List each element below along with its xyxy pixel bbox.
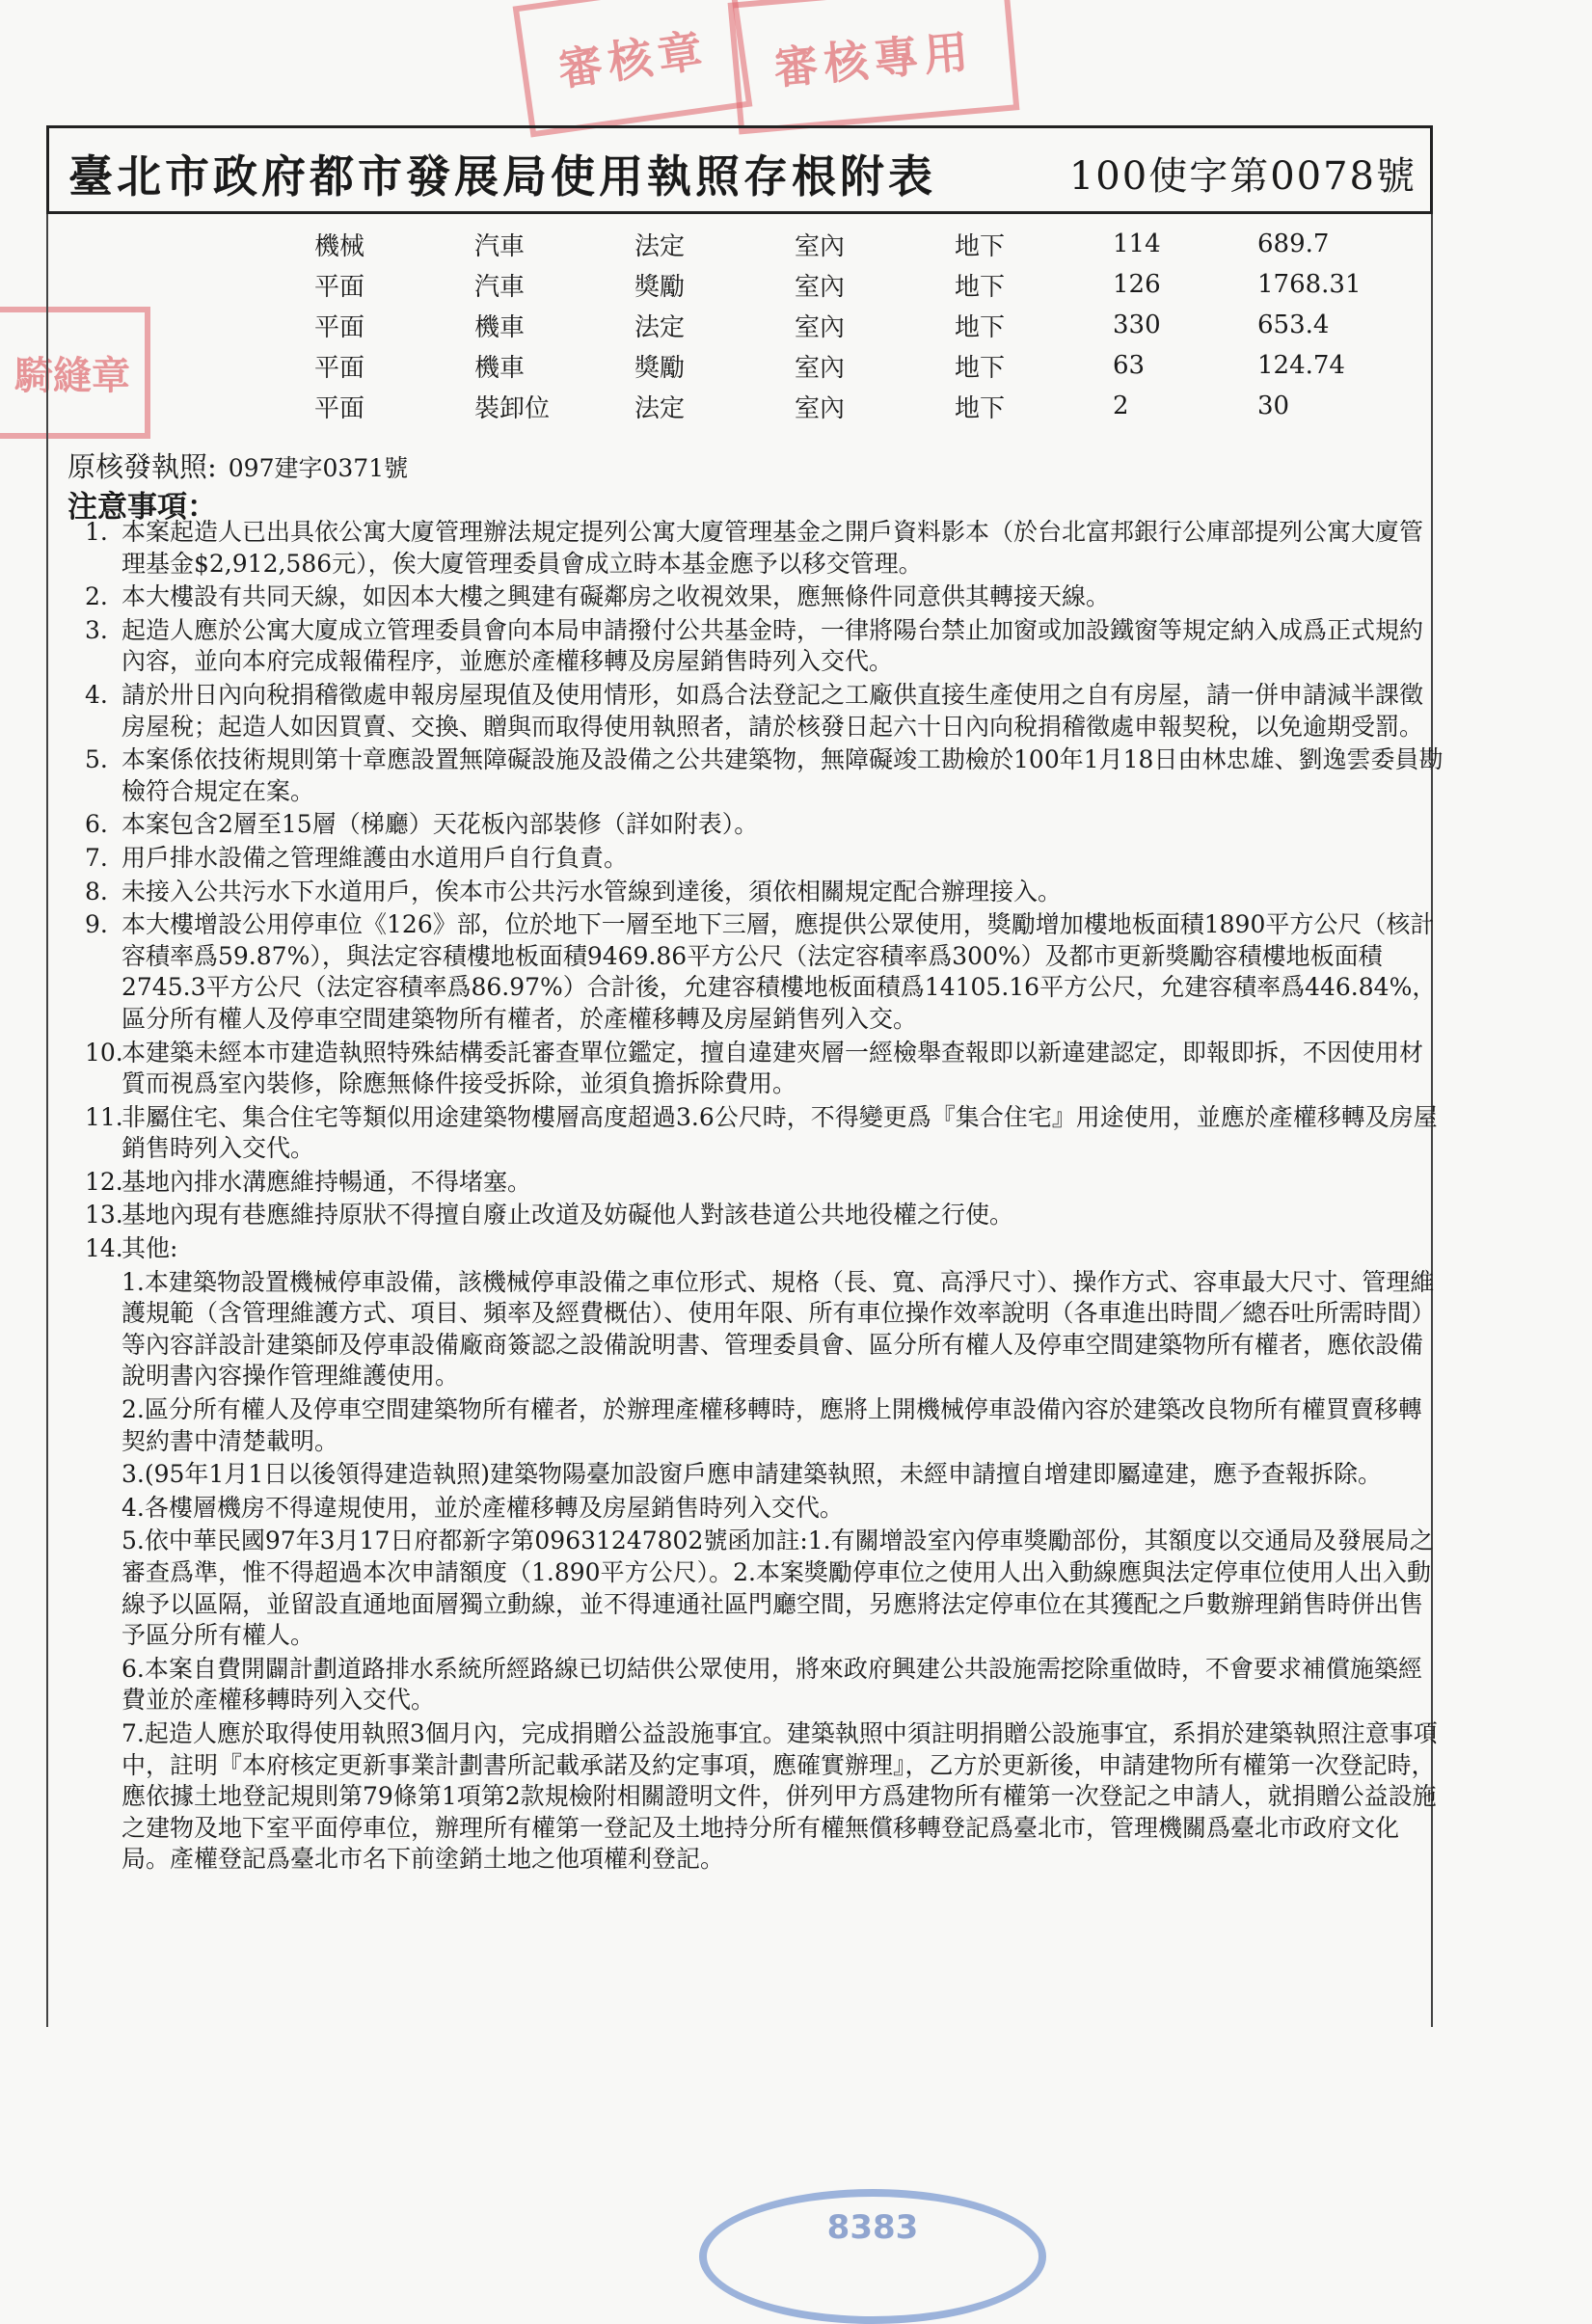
red-seal-stamp-top-left: 審核章	[513, 0, 753, 137]
original-permit-line	[67, 446, 408, 485]
note-text: 本大樓增設公用停車位《126》部，位於地下一層至地下三層，應提供公眾使用，獎勵增加樓地板面積1890平方公尺（核計容積率爲59.87%），與法定容積樓地板面積9469.86平方公尺（法定容積率爲300%）及都市更新獎勵容積樓地板面積2745.3平方公尺（法定容積率爲86.97%）合計後，允建容積樓地板面積爲14105.16平方公尺，允建容積率爲446.84%，區分所有權人及停車空間建築物所有權者，於產權移轉及房屋銷售列入交。	[121, 910, 1437, 1033]
parking-cell: 獎勵	[634, 272, 686, 302]
note-item	[85, 843, 1444, 875]
notes-list	[85, 517, 1444, 1878]
red-seal-stamp-top-right: 審核專用	[728, 0, 1020, 134]
note-number: 4.	[85, 680, 108, 709]
parking-cell: 機械	[314, 231, 365, 261]
parking-cell: 2	[1113, 392, 1129, 420]
note-item	[85, 581, 1444, 613]
parking-cell: 機車	[474, 353, 526, 383]
parking-cell: 124.74	[1257, 351, 1345, 380]
sub-note-item: 4.各樓層機房不得違規使用，並於產權移轉及房屋銷售時列入交代。	[121, 1493, 844, 1522]
note-number: 9.	[85, 910, 108, 939]
sub-note-item: 3.(95年1月1日以後領得建造執照)建築物陽臺加設窗戶應申請建築執照，未經申請擅自增建即屬違建，應予查報拆除。	[121, 1460, 1382, 1489]
parking-cell: 地下	[955, 272, 1006, 302]
parking-cell: 653.4	[1257, 311, 1330, 339]
note-number: 7.	[85, 843, 108, 872]
note-number: 1.	[85, 518, 108, 546]
parking-cell: 689.7	[1257, 230, 1330, 258]
note-number: 2.	[85, 582, 108, 611]
note-item	[85, 877, 1444, 908]
parking-cell: 平面	[314, 353, 365, 383]
red-seal-stamp-left: 騎縫章	[0, 307, 150, 439]
parking-row	[314, 305, 1402, 345]
sub-notes-list	[121, 1267, 1444, 1876]
parking-cell: 63	[1113, 351, 1146, 380]
note-number: 3.	[85, 615, 108, 644]
note-text: 本建築未經本市建造執照特殊結構委託審查單位鑑定，擅自違建夾層一經檢舉查報即以新違建認定，即報即拆，不因使用材質而視爲室內裝修，除應無條件接受拆除，並須負擔拆除費用。	[121, 1038, 1424, 1098]
document-number: 100使字第0078號	[1068, 154, 1417, 199]
note-number: 12.	[85, 1167, 123, 1196]
note-item	[85, 680, 1444, 743]
note-number: 10.	[85, 1038, 123, 1067]
note-item	[85, 809, 1444, 841]
parking-cell: 汽車	[474, 272, 526, 302]
note-text: 未接入公共污水下水道用戶，俟本市公共污水管線到達後，須依相關規定配合辦理接入。	[121, 877, 1063, 905]
parking-row	[314, 386, 1402, 426]
parking-cell: 114	[1113, 230, 1161, 258]
sub-note-item: 1.本建築物設置機械停車設備，該機械停車設備之車位形式、規格（長、寬、高淨尺寸）、操作方式、容車最大尺寸、管理維護規範（含管理維護方式、項目、頻率及經費概估）、使用年限、所有車位操作效率說明（各車進出時間／總吞吐所需時間）等內容詳設計建築師及停車設備廠商簽認之設備說明書、管理委員會、區分所有權人及停車空間建築物所有權者，應依設備說明書內容操作管理維護使用。	[121, 1267, 1436, 1391]
note-text: 起造人應於公寓大廈成立管理委員會向本局申請撥付公共基金時，一律將陽台禁止加窗或加設鐵窗等規定納入成爲正式規約內容，並向本府完成報備程序，並應於產權移轉及房屋銷售時列入交代。	[121, 615, 1424, 676]
note-item	[85, 744, 1444, 807]
note-text: 本案係依技術規則第十章應設置無障礙設施及設備之公共建築物，無障礙竣工勘檢於100年1月18日由林忠雄、劉逸雲委員勘檢符合規定在案。	[121, 745, 1444, 805]
header-box	[46, 125, 1433, 214]
parking-cell: 室內	[795, 393, 846, 423]
blue-date-stamp: 8383	[699, 2189, 1046, 2324]
parking-cell: 地下	[955, 231, 1006, 261]
note-item	[85, 615, 1444, 678]
note-item	[85, 909, 1444, 1035]
parking-cell: 室內	[795, 353, 846, 383]
note-text: 基地內排水溝應維持暢通，不得堵塞。	[121, 1167, 532, 1196]
note-text: 本大樓設有共同天線，如因本大樓之興建有礙鄰房之收視效果，應無條件同意供其轉接天線。	[121, 582, 1111, 611]
note-text: 請於卅日內向稅捐稽徵處申報房屋現值及使用情形，如爲合法登記之工廠供直接生產使用之自有房屋，請一併申請減半課徵房屋稅；起造人如因買賣、交換、贈與而取得使用執照者，請於核發日起六十日內向稅捐稽徵處申報契稅，以免逾期受罰。	[121, 680, 1424, 741]
parking-cell: 126	[1113, 270, 1161, 299]
note-number: 13.	[85, 1201, 123, 1230]
parking-table	[314, 224, 1402, 426]
parking-cell: 室內	[795, 231, 846, 261]
parking-cell: 平面	[314, 393, 365, 423]
parking-cell: 獎勵	[634, 353, 686, 383]
parking-cell: 地下	[955, 312, 1006, 342]
note-number: 8.	[85, 877, 108, 905]
parking-cell: 地下	[955, 393, 1006, 423]
note-text: 本案包含2層至15層（梯廳）天花板內部裝修（詳如附表）。	[121, 810, 759, 839]
note-item	[85, 1167, 1444, 1199]
note-item	[85, 1038, 1444, 1100]
parking-cell: 地下	[955, 353, 1006, 383]
note-text: 基地內現有巷應維持原狀不得擅自廢止改道及妨礙他人對該巷道公共地役權之行使。	[121, 1201, 1014, 1230]
note-item	[85, 1200, 1444, 1231]
note-text: 其他:	[121, 1234, 178, 1263]
parking-cell: 法定	[634, 231, 686, 261]
note-text: 用戶排水設備之管理維護由水道用戶自行負責。	[121, 843, 629, 872]
parking-cell: 法定	[634, 393, 686, 423]
note-text: 非屬住宅、集合住宅等類似用途建築物樓層高度超過3.6公尺時，不得變更爲『集合住宅』用途使用，並應於產權移轉及房屋銷售時列入交代。	[121, 1102, 1438, 1163]
note-item	[85, 1233, 1444, 1265]
parking-cell: 裝卸位	[474, 393, 551, 423]
parking-cell: 室內	[795, 312, 846, 342]
parking-cell: 30	[1257, 392, 1290, 420]
original-permit-label: 原核發執照:	[67, 450, 217, 483]
parking-cell: 室內	[795, 272, 846, 302]
note-item	[85, 1102, 1444, 1165]
sub-note-item: 5.依中華民國97年3月17日府都新字第09631247802號函加註:1.有關增設室內停車獎勵部份，其額度以交通局及發展局之審查爲準，惟不得超過本次申請額度（1.890平方公尺）。2.本案獎勵停車位之使用人出入動線應與法定停車位使用人出入動線予以區隔，並留設直通地面層獨立動線，並不得連通社區門廳空間，另應將法定停車位在其獲配之戶數辦理銷售時併出售予區分所有權人。	[121, 1527, 1434, 1650]
parking-cell: 機車	[474, 312, 526, 342]
sub-note-item: 6.本案自費開闢計劃道路排水系統所經路線已切結供公眾使用，將來政府興建公共設施需挖除重做時，不會要求補償施築經費並於產權移轉時列入交代。	[121, 1654, 1422, 1715]
note-number: 6.	[85, 810, 108, 839]
document-title: 臺北市政府都市發展局使用執照存根附表	[68, 150, 936, 203]
parking-row	[314, 224, 1402, 264]
parking-cell: 330	[1113, 311, 1161, 339]
parking-cell: 1768.31	[1257, 270, 1362, 299]
parking-cell: 法定	[634, 312, 686, 342]
note-number: 5.	[85, 745, 108, 774]
note-number: 11.	[85, 1102, 123, 1131]
note-text: 本案起造人已出具依公寓大廈管理辦法規定提列公寓大廈管理基金之開戶資料影本（於台北富邦銀行公庫部提列公寓大廈管理基金$2,912,586元），俟大廈管理委員會成立時本基金應予以移交管理。	[121, 518, 1424, 578]
parking-cell: 汽車	[474, 231, 526, 261]
sub-note-item: 7.起造人應於取得使用執照3個月內，完成捐贈公益設施事宜。建築執照中須註明捐贈公設施事宜，系捐於建築執照注意事項中，註明『本府核定更新事業計劃書所記載承諾及約定事項，應確實辦理』，乙方於更新後，申請建物所有權第一次登記時，應依據土地登記規則第79條第1項第2款規檢附相關證明文件，併列甲方爲建物所有權第一次登記之申請人，就捐贈公益設施之建物及地下室平面停車位，辦理所有權第一登記及土地持分所有權無償移轉登記爲臺北市，管理機關爲臺北市政府文化局。產權登記爲臺北市名下前塗銷土地之他項權利登記。	[121, 1718, 1438, 1874]
sub-note-item: 2.區分所有權人及停車空間建築物所有權者，於辦理產權移轉時，應將上開機械停車設備內容於建築改良物所有權買賣移轉契約書中清楚載明。	[121, 1395, 1422, 1455]
note-item	[85, 517, 1444, 580]
parking-cell: 平面	[314, 272, 365, 302]
parking-row	[314, 264, 1402, 305]
parking-row	[314, 345, 1402, 386]
parking-cell: 平面	[314, 312, 365, 342]
note-number: 14.	[85, 1234, 123, 1263]
original-permit-value: 097建字0371號	[228, 454, 409, 482]
notes-heading: 注意事項：	[67, 490, 217, 525]
